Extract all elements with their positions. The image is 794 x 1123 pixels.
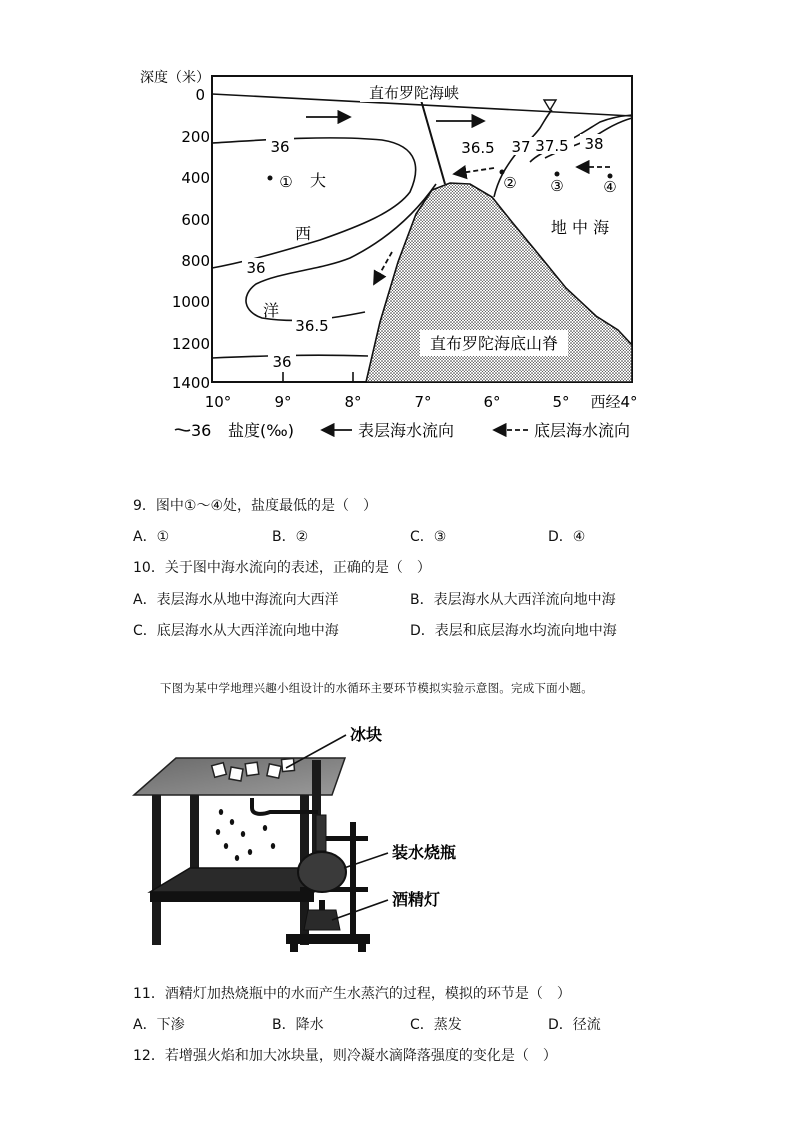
x-tick: 6° — [483, 393, 501, 411]
question-9-option[interactable]: D．④ — [548, 529, 586, 545]
point-label: ④ — [603, 178, 617, 196]
stand-base — [286, 934, 370, 944]
bottom-shelf-front — [150, 892, 314, 902]
point-dot — [555, 172, 560, 177]
legend-bottom-text: 底层海水流向 — [534, 421, 631, 440]
y-axis-title: 深度（米） — [140, 70, 210, 86]
point-label: ③ — [550, 177, 564, 195]
strait-section-figure — [0, 0, 794, 450]
x-tick: 10° — [204, 393, 232, 411]
isohaline-label: 36.5 — [461, 139, 495, 157]
isohaline-label: 37.5 — [535, 137, 569, 155]
question-11-option[interactable]: D．径流 — [548, 1017, 601, 1033]
legend — [175, 421, 630, 440]
question-9-option[interactable]: A．① — [133, 529, 170, 545]
isohaline-label: 37 — [511, 138, 531, 156]
isohaline-label: 36.5 — [295, 317, 329, 335]
question-10-option[interactable]: C．底层海水从大西洋流向地中海 — [133, 623, 339, 639]
x-tick: 9° — [274, 393, 292, 411]
x-tick: 7° — [414, 393, 432, 411]
stand-base-foot — [358, 944, 366, 952]
question-11-option[interactable]: B．降水 — [272, 1017, 324, 1033]
section-intro: 下图为某中学地理兴趣小组设计的水循环主要环节模拟实验示意图。完成下面小题。 — [160, 681, 593, 695]
y-tick-labels — [172, 86, 210, 392]
lamp-label: 酒精灯 — [392, 890, 441, 909]
question-9-option[interactable]: B．② — [272, 529, 309, 545]
y-tick: 800 — [181, 252, 210, 270]
x-tick-labels — [205, 393, 638, 411]
mediterranean-label: 地 中 海 — [550, 218, 610, 237]
water-level-marker — [544, 100, 556, 110]
ice-label: 冰块 — [350, 725, 383, 744]
question-11-option[interactable]: A．下渗 — [133, 1017, 185, 1033]
isohaline-label: 38 — [584, 135, 604, 153]
legend-salinity-text: 盐度(‰) — [228, 421, 294, 440]
strait-pointer — [421, 100, 445, 184]
question-11-stem: 11．酒精灯加热烧瓶中的水而产生水蒸汽的过程，模拟的环节是（ ） — [133, 986, 571, 1002]
isohaline-label: 36 — [272, 353, 292, 371]
question-10-option[interactable]: B．表层海水从大西洋流向地中海 — [410, 592, 616, 608]
y-tick: 1000 — [171, 293, 210, 311]
atlantic-char: 西 — [294, 224, 312, 243]
legend-salinity-value: 36 — [191, 421, 212, 440]
question-10-option[interactable]: D．表层和底层海水均流向地中海 — [410, 623, 617, 639]
question-12-stem: 12．若增强火焰和加大冰块量，则冷凝水滴降落强度的变化是（ ） — [133, 1048, 557, 1064]
ridge-label: 直布罗陀海底山脊 — [429, 334, 559, 353]
isohaline-label: 36 — [246, 259, 266, 277]
atlantic-char: 大 — [309, 171, 327, 190]
isohaline-label: 36 — [270, 138, 290, 156]
water-droplets — [216, 809, 275, 861]
flask-body — [298, 852, 346, 892]
water-cycle-experiment-figure — [0, 700, 794, 970]
atlantic-char: 洋 — [262, 301, 280, 320]
surface-flow-arrows — [306, 117, 484, 121]
y-tick: 200 — [181, 128, 210, 146]
strait-label: 直布罗陀海峡 — [368, 84, 460, 102]
y-tick: 1400 — [171, 374, 210, 392]
x-tick: 5° — [552, 393, 570, 411]
y-tick: 400 — [181, 169, 210, 187]
lamp-wick — [319, 900, 325, 910]
legend-surface-text: 表层海水流向 — [358, 421, 455, 440]
legend-salinity-swatch — [175, 429, 190, 431]
bottom-flow-arrow — [374, 252, 392, 284]
y-tick: 0 — [195, 86, 205, 104]
bottom-flow-arrow — [454, 168, 494, 174]
flask-neck — [316, 815, 326, 851]
question-10-option[interactable]: A．表层海水从地中海流向大西洋 — [133, 592, 339, 608]
question-9-stem: 9．图中①～④处，盐度最低的是（ ） — [133, 498, 378, 514]
alcohol-lamp — [304, 910, 340, 930]
point-label: ① — [279, 173, 293, 191]
stand-base-foot — [290, 944, 298, 952]
y-tick: 600 — [181, 211, 210, 229]
table-leg — [152, 795, 161, 945]
question-10-stem: 10．关于图中海水流向的表述，正确的是（ ） — [133, 560, 431, 576]
y-tick: 1200 — [171, 335, 210, 353]
flask-label: 装水烧瓶 — [392, 843, 457, 862]
point-dot — [268, 176, 273, 181]
question-9-option[interactable]: C．③ — [410, 529, 447, 545]
figure2-labels — [350, 725, 456, 909]
point-label: ② — [503, 174, 517, 192]
question-11-option[interactable]: C．蒸发 — [410, 1017, 462, 1033]
x-tick: 8° — [344, 393, 362, 411]
x-tick: 西经4° — [590, 393, 638, 411]
